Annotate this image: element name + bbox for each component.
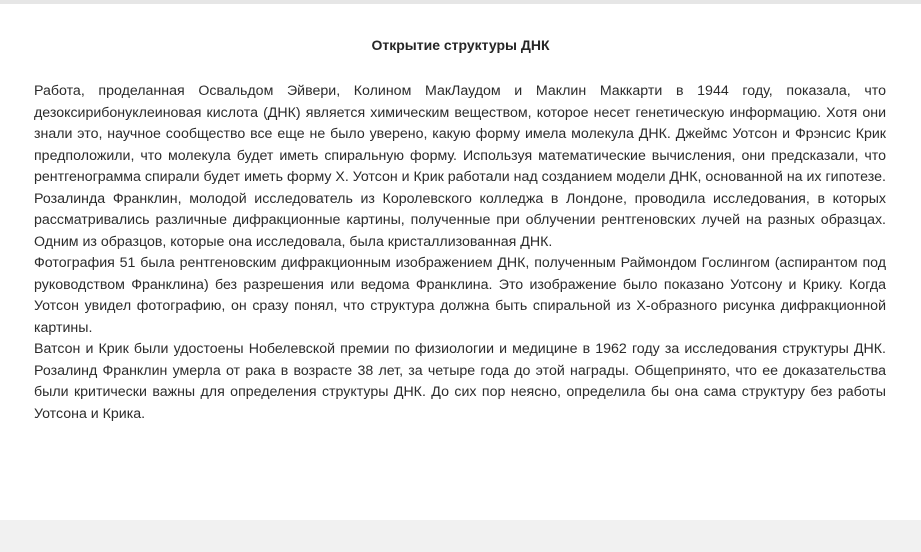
document-page <box>0 4 921 520</box>
paragraph-nobel-prize: Ватсон и Крик были удостоены Нобелевской премии по физиологии и медицине в 1962 году за исследования структуры ДНК. Розалинд Франклин умерла от рака в возрасте 38 лет, за четыре года до этой награды. Общепринято, что ее доказательства были критически важны для определения структуры ДНК. До сих пор неясно, определила бы она сама структуру без работы Уотсона и Крика. <box>34 341 886 422</box>
paragraph-rosalind-franklin: Розалинда Франклин, молодой исследователь из Королевского колледжа в Лондоне, проводила исследования, в которых рассматривались различные дифракционные картины, полученные при облучении рентгеновских лучей на разных образцах. Одним из образцов, которые она исследовала, была кристаллизованная ДНК. <box>34 190 886 250</box>
paragraph-photo-51: Фотография 51 была рентгеновским дифракционным изображением ДНК, полученным Раймондом Гослингом (аспирантом под руководством Франклина) без разрешения или ведома Франклина. Это изображение было показано Уотсону и Крику. Когда Уотсон увидел фотографию, он сразу понял, что структура должна быть спиральной из Х-образного рисунка дифракционной картины. <box>34 255 886 336</box>
document-title: Открытие структуры ДНК <box>371 37 550 53</box>
paragraph-avery-experiment: Работа, проделанная Освальдом Эйвери, Колином МакЛаудом и Маклин Маккарти в 1944 году, показала, что дезоксирибонуклеиновая кислота (ДНК) является химическим веществом, которое несет генетическую информацию. Хотя они знали это, научное сообщество все еще не было уверено, какую форму имела молекула ДНК. Джеймс Уотсон и Фрэнсис Крик предположили, что молекула будет иметь спиральную форму. Используя математические вычисления, они предсказали, что рентгенограмма спирали будет иметь форму Х. Уотсон и Крик работали над созданием модели ДНК, основанной на их гипотезе. <box>34 83 886 185</box>
document-body <box>34 81 886 425</box>
page-bottom-background <box>0 520 921 552</box>
